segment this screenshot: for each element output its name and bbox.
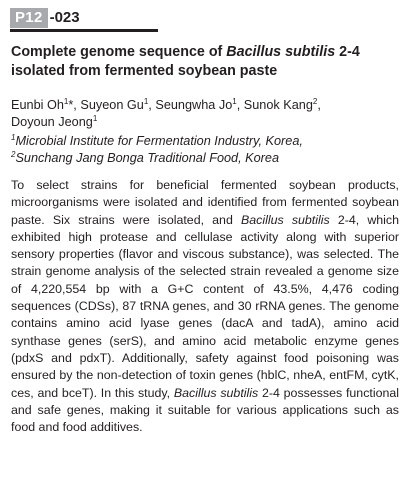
title-part2: 2-4 isolated from fermented soybean paste [11, 44, 360, 79]
abstract-species: Bacillus subtilis [240, 212, 330, 227]
author: Suyeon Gu$^1$, [80, 96, 156, 112]
abstract-header [10, 7, 80, 29]
author: Sunok Kang$^2$, [243, 96, 321, 112]
affiliation: $^1$Microbial Institute for Fermentation Industry, Korea, [11, 132, 303, 148]
title-part1: Complete genome sequence of [11, 44, 227, 60]
abstract-text: To select strains for beneficial fermented soybean products, microorganisms were isolated and identified from fermented soybean paste. Six strains were isolated, and [11, 178, 399, 227]
author: Seungwha Jo$^1$, [155, 96, 244, 112]
abstract-text: 2-4 possesses functional and safe genes, making it suitable for various applications such as food and food additives. [11, 385, 400, 435]
affiliations [11, 133, 401, 167]
paper-title [11, 43, 401, 81]
poster-number: -023 [49, 9, 80, 26]
poster-badge: P12 [10, 8, 48, 28]
title-species: Bacillus subtilis [226, 44, 336, 60]
header-rule [10, 29, 158, 32]
author: Doyoun Jeong$^1$ [11, 113, 98, 129]
affiliation: $^2$Sunchang Jang Bonga Traditional Food, Korea [11, 149, 280, 165]
abstract-text: 2-4, which exhibited high protease and cellulase activity along with superior sensory properties (flavor and viscous substance), was selected. The strain genome analysis of the selected strain revealed a genome size of 4,220,554 bp with a G+C content of 43.5%, 4,476 coding sequences (CDSs), 87 tRNA genes, and 30 rRNA genes. The genome contains amino acid lyase genes (dacA and tadA), amino acid synthase genes (serS), and amino acid metabolic enzyme genes (pdxS and pdxT). Additionally, safety against food poisoning was ensured by the non-detection of toxin genes (hblC, nheA, entFM, cytK, ces, and bceT). In this study, [11, 212, 400, 400]
author: Eunbi Oh$^1$*, [11, 96, 81, 112]
abstract-body [11, 177, 399, 436]
author-list [11, 97, 401, 131]
abstract-species: Bacillus subtilis [173, 385, 259, 400]
